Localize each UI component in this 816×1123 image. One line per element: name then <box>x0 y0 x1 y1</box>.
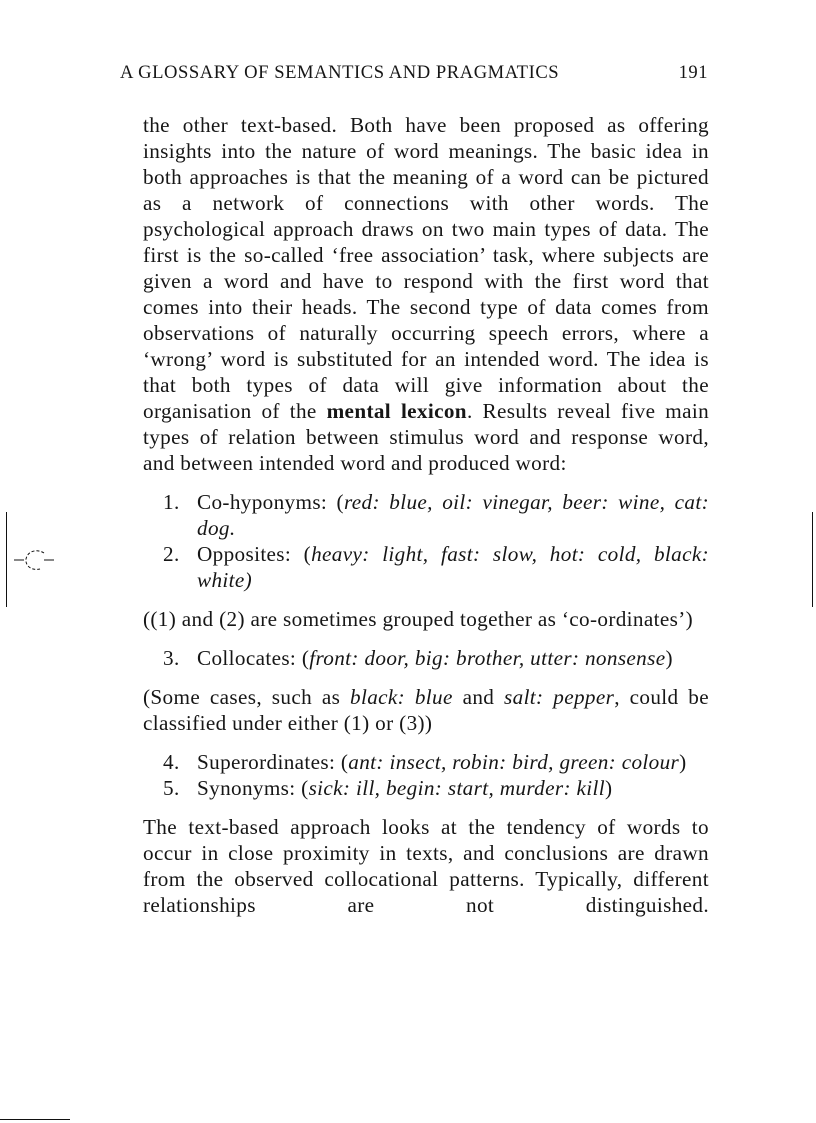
list-item <box>143 489 709 541</box>
list-item <box>143 775 709 801</box>
registration-mark-icon <box>14 547 54 575</box>
list-close: ) <box>604 776 613 800</box>
list-examples: front: door, big: brother, utter: nonsense <box>309 646 666 670</box>
list-close: ) <box>665 646 673 670</box>
list-item <box>143 645 709 671</box>
list-label: Superordinates: ( <box>197 750 349 774</box>
list-label: Co-hyponyms: ( <box>197 490 344 514</box>
list-number: 3. <box>163 646 180 670</box>
note-text: , could be classified under either (1) or (3)) <box>143 685 709 735</box>
note-text: and <box>452 685 505 709</box>
list-examples: sick: ill, begin: start, murder: kill <box>308 776 605 800</box>
intro-text-continued: . Results reveal five main types of relation between stimulus word and response word, and between intended word and produced word: <box>143 399 710 475</box>
coordinates-note: ((1) and (2) are sometimes grouped together as ‘co-ordinates’) <box>143 607 694 631</box>
crop-mark-right <box>812 512 813 607</box>
note-example: black: blue <box>350 685 453 709</box>
body-text <box>143 112 709 918</box>
list-close: ) <box>679 750 687 774</box>
list-examples: heavy: light, fast: slow, hot: cold, black: white) <box>197 542 709 592</box>
note-text: (Some cases, such as <box>143 685 351 709</box>
list-number: 5. <box>163 776 180 800</box>
list-label: Synonyms: ( <box>197 776 309 800</box>
relation-list-3 <box>143 749 709 801</box>
list-number: 2. <box>163 542 180 566</box>
list-number: 1. <box>163 490 180 514</box>
list-label: Opposites: ( <box>197 542 312 566</box>
page-number: 191 <box>678 62 708 83</box>
list-label: Collocates: ( <box>197 646 310 670</box>
list-number: 4. <box>163 750 180 774</box>
relation-list-1 <box>143 489 709 593</box>
list-item <box>143 749 709 775</box>
intro-paragraph <box>143 112 709 476</box>
list-examples: red: blue, oil: vinegar, beer: wine, cat: dog. <box>197 490 709 540</box>
classification-note <box>143 684 709 736</box>
closing-paragraph: The text-based approach looks at the tendency of words to occur in close proximity in texts, and conclusions are drawn from the observed collocational patterns. Typically, different relationships are not distinguished. <box>143 815 709 917</box>
running-head <box>120 62 710 88</box>
list-item <box>143 541 709 593</box>
mental-lexicon-term: mental lexicon <box>326 399 467 423</box>
crop-mark-left <box>6 512 7 607</box>
relation-list-2 <box>143 645 709 671</box>
note-example: salt: pepper <box>504 685 615 709</box>
list-examples: ant: insect, robin: bird, green: colour <box>348 750 680 774</box>
intro-text: the other text-based. Both have been proposed as offering insights into the nature of word meanings. The basic idea in both approaches is that the meaning of a word can be pictured as a network of connections with other words. The psychological approach draws on two main types of data. The first is the so-called ‘free association’ task, where subjects are given a word and have to respond with the first word that comes into their heads. The second type of data comes from observations of naturally occurring speech errors, where a ‘wrong’ word is substituted for an intended word. The idea is that both types of data will give information about the organisation of the <box>143 113 709 423</box>
crop-mark-bottom <box>0 1119 70 1120</box>
running-title: A GLOSSARY OF SEMANTICS AND PRAGMATICS <box>120 62 560 83</box>
